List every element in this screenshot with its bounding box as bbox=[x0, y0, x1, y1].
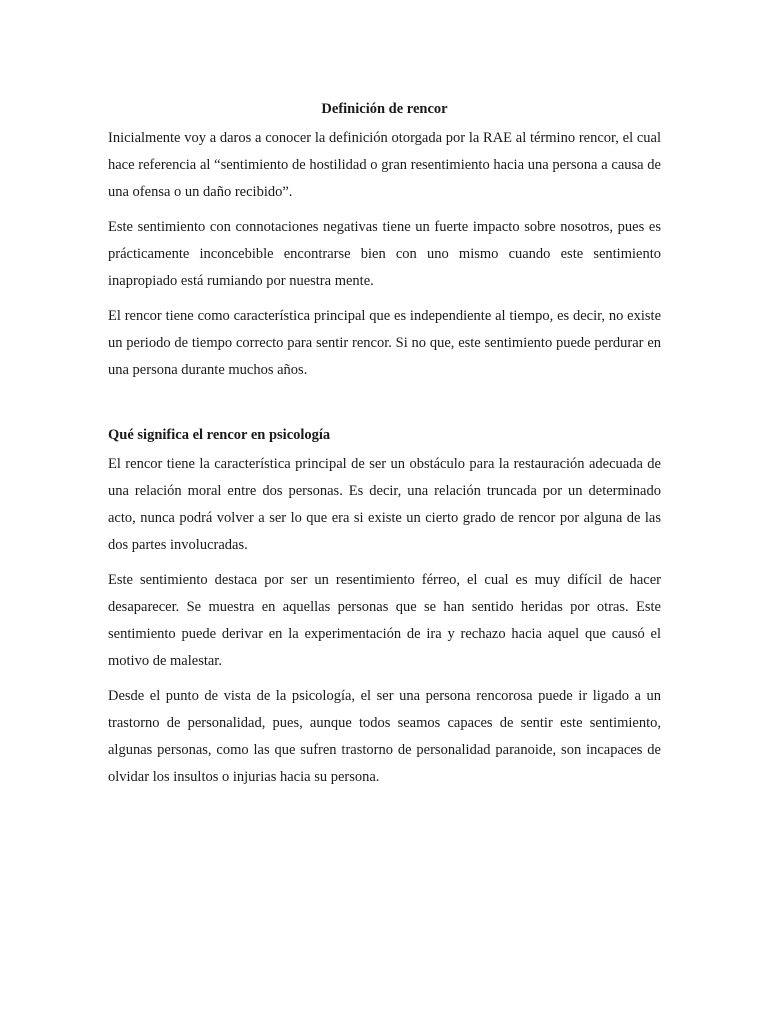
paragraph-obstacle: El rencor tiene la característica principal de ser un obstáculo para la restauración adecuada de una relación moral entre dos personas. Es decir, una relación truncada por un determinado acto, nunca podrá volver a ser lo que era si existe un cierto grado de rencor por alguna de las dos partes involucradas. bbox=[108, 456, 661, 553]
paragraph-impact: Este sentimiento con connotaciones negativas tiene un fuerte impacto sobre nosotros, pues es prácticamente inconcebible encontrarse bien con uno mismo cuando este sentimiento inapropiado está rumiando por nuestra mente. bbox=[108, 219, 661, 289]
paragraph-personality: Desde el punto de vista de la psicología, el ser una persona rencorosa puede ir ligado a un trastorno de personalidad, pues, aunque todos seamos capaces de sentir este sentimiento, algunas personas, como las que sufren trastorno de personalidad paranoide, son incapaces de olvidar los insultos o injurias hacia su persona. bbox=[108, 688, 661, 785]
paragraph-time: El rencor tiene como característica principal que es independiente al tiempo, es decir, no existe un periodo de tiempo correcto para sentir rencor. Si no que, este sentimiento puede perdurar en una persona durante muchos años. bbox=[108, 308, 661, 378]
paragraph-definition: Inicialmente voy a daros a conocer la definición otorgada por la RAE al término rencor, el cual hace referencia al “sentimiento de hostilidad o gran resentimiento hacia una persona a causa de una ofensa o un daño recibido”. bbox=[108, 130, 661, 200]
document-body bbox=[108, 96, 661, 799]
document-title: Definición de rencor bbox=[321, 101, 448, 117]
paragraph-resentment: Este sentimiento destaca por ser un resentimiento férreo, el cual es muy difícil de hacer desaparecer. Se muestra en aquellas personas que se han sentido heridas por otras. Este sentimiento puede derivar en la experimentación de ira y rechazo hacia aquel que causó el motivo de malestar. bbox=[108, 572, 661, 669]
section-heading-psychology: Qué significa el rencor en psicología bbox=[108, 427, 331, 443]
